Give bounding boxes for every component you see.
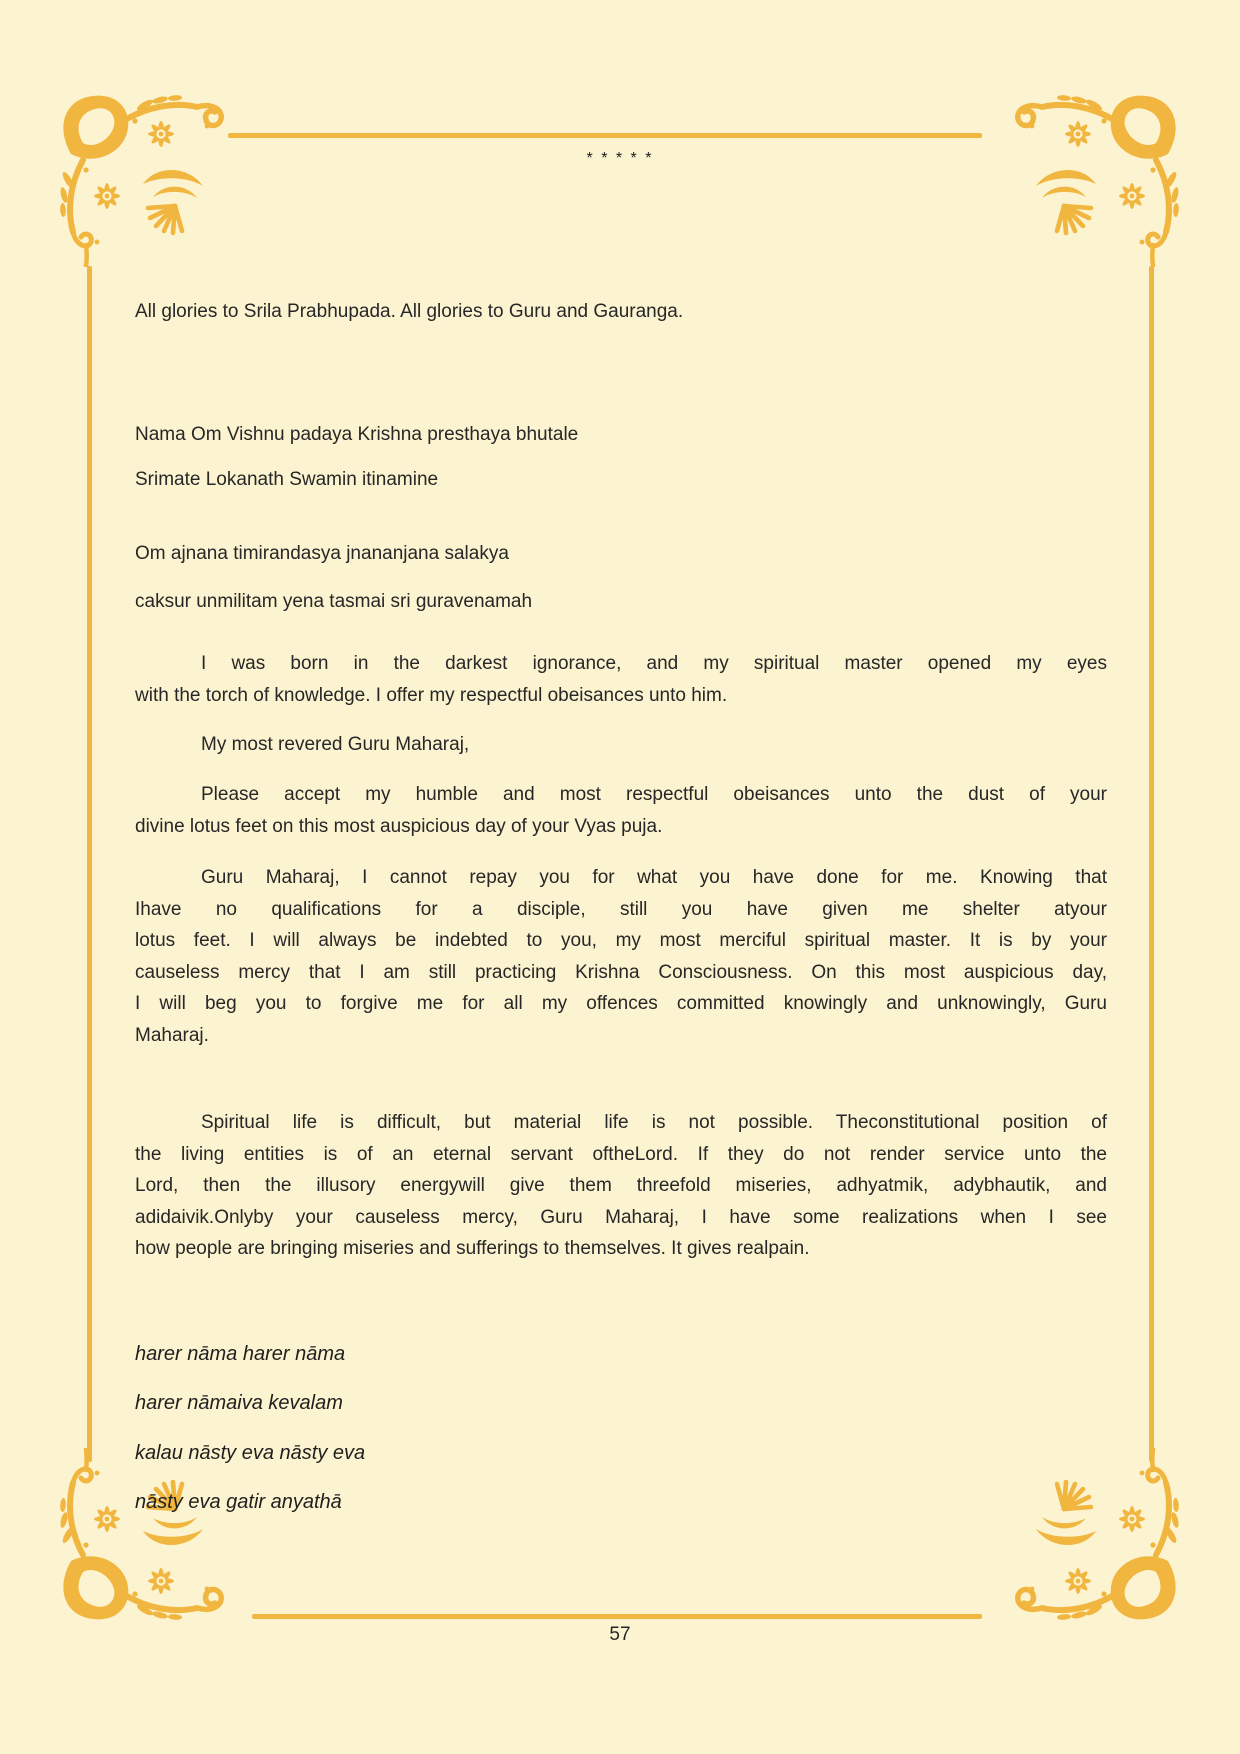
paragraph-line: I will beg you to forgive me for all my offences committed knowingly and unknowingly, Guru: [135, 993, 1107, 1014]
frame-right-line: [1149, 266, 1154, 1462]
maha-mantra-line-3: kalau nāsty eva nāsty eva: [135, 1442, 366, 1464]
paragraph-line: causeless mercy that I am still practicing Krishna Consciousness. On this most auspicious day,: [135, 961, 1107, 983]
paragraph-obeisances: [135, 779, 1107, 842]
paragraph-cannot-repay: [135, 862, 1107, 1051]
paragraph-line: with the torch of knowledge. I offer my respectful obeisances unto him.: [135, 684, 728, 706]
paragraph-line: Lord, then the illusory energywill give them threefold miseries, adhyatmik, adybhautik, and: [135, 1175, 1107, 1196]
paragraph-born-in-ignorance: [135, 648, 1107, 711]
paragraph-line: Guru Maharaj, I cannot repay you for what you have done for me. Knowing that: [201, 867, 1107, 888]
paragraph-line: Please accept my humble and most respectful obeisances unto the dust of your: [201, 784, 1107, 805]
pranam-mantra-line-1: Nama Om Vishnu padaya Krishna presthaya bhutale: [135, 424, 579, 445]
corner-ornament-bottom-left-icon: [57, 1448, 232, 1623]
pranam-mantra-line-2: Srimate Lokanath Swamin itinamine: [135, 469, 439, 490]
corner-ornament-top-right-icon: [1007, 92, 1182, 267]
greeting-line: My most revered Guru Maharaj,: [201, 734, 470, 755]
corner-ornament-top-left-icon: [57, 92, 232, 267]
paragraph-spiritual-life: [135, 1107, 1107, 1265]
paragraph-line: adidaivik.Onlyby your causeless mercy, Guru Maharaj, I have some realizations when I see: [135, 1206, 1107, 1228]
page-number: 57: [609, 1624, 631, 1645]
maha-mantra-line-2: harer nāmaiva kevalam: [135, 1392, 343, 1414]
frame-left-line: [87, 266, 92, 1462]
frame-top-line: [228, 133, 982, 138]
paragraph-line: I was born in the darkest ignorance, and my spiritual master opened my eyes: [201, 653, 1107, 674]
paragraph-line: the living entities is of an eternal servant oftheLord. If they do not render service unto the: [135, 1143, 1107, 1165]
section-separator-stars: * * * * *: [586, 150, 654, 167]
paragraph-line: Ihave no qualifications for a disciple, still you have given me shelter atyour: [135, 898, 1107, 920]
paragraph-line: Maharaj.: [135, 1024, 209, 1046]
obeisance-verse-line-1: Om ajnana timirandasya jnananjana salakya: [135, 543, 509, 564]
paragraph-line: divine lotus feet on this most auspicious day of your Vyas puja.: [135, 815, 663, 837]
paragraph-line: Spiritual life is difficult, but material life is not possible. Theconstitutional position of: [201, 1112, 1107, 1133]
frame-bottom-line: [252, 1614, 982, 1619]
paragraph-line: how people are bringing miseries and sufferings to themselves. It gives realpain.: [135, 1238, 810, 1259]
maha-mantra-line-4: nāsty eva gatir anyathā: [135, 1491, 342, 1513]
salutation-line: All glories to Srila Prabhupada. All glories to Guru and Gauranga.: [135, 301, 684, 322]
corner-ornament-bottom-right-icon: [1007, 1448, 1182, 1623]
maha-mantra-line-1: harer nāma harer nāma: [135, 1343, 346, 1365]
obeisance-verse-line-2: caksur unmilitam yena tasmai sri guravenamah: [135, 591, 533, 612]
paragraph-line: lotus feet. I will always be indebted to you, my most merciful spiritual master. It is by your: [135, 930, 1107, 951]
